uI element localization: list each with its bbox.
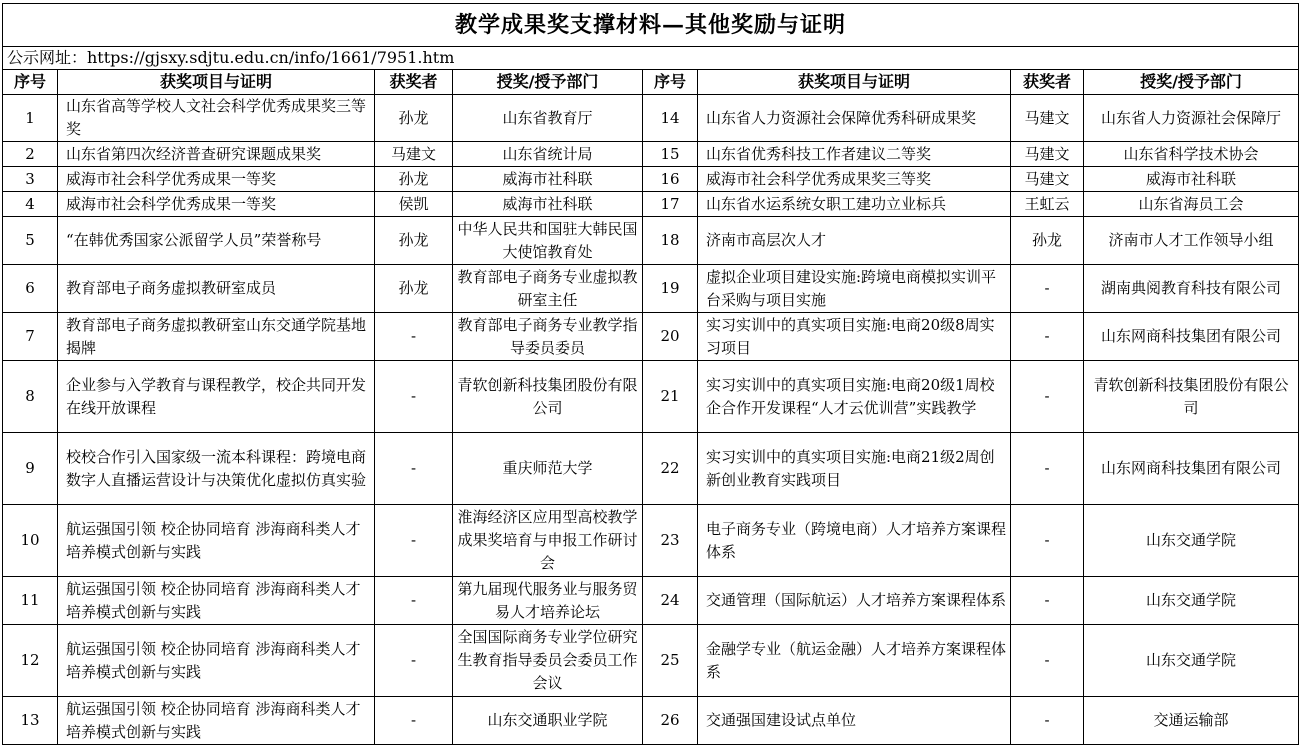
winner: - [1011,361,1084,433]
row-no: 21 [643,361,698,433]
header-dept-left: 授奖/授予部门 [453,70,643,95]
award-dept: 山东交通职业学院 [453,697,643,745]
award-item: “在韩优秀国家公派留学人员”荣誉称号 [58,217,375,265]
row-no: 2 [3,142,58,167]
award-dept: 青软创新科技集团股份有限公司 [453,361,643,433]
table-row [3,625,1299,697]
award-item: 企业参与入学教育与课程教学，校企共同开发在线开放课程 [58,361,375,433]
award-item: 航运强国引领 校企协同培育 涉海商科类人才培养模式创新与实践 [58,625,375,697]
award-item: 电子商务专业（跨境电商）人才培养方案课程体系 [698,505,1011,577]
row-no: 15 [643,142,698,167]
winner: - [375,697,453,745]
award-item: 山东省高等学校人文社会科学优秀成果奖三等奖 [58,95,375,142]
winner: 孙龙 [375,167,453,192]
row-no: 5 [3,217,58,265]
award-dept: 重庆师范大学 [453,433,643,505]
header-winner-right: 获奖者 [1011,70,1084,95]
header-item-right: 获奖项目与证明 [698,70,1011,95]
award-dept: 山东省统计局 [453,142,643,167]
winner: - [1011,625,1084,697]
document [2,3,1298,745]
row-no: 7 [3,313,58,361]
award-item: 虚拟企业项目建设实施:跨境电商模拟实训平台采购与项目实施 [698,265,1011,313]
winner: 孙龙 [1011,217,1084,265]
award-item: 航运强国引领 校企协同培育 涉海商科类人才培养模式创新与实践 [58,697,375,745]
row-no: 8 [3,361,58,433]
row-no: 6 [3,265,58,313]
award-dept: 山东交通学院 [1084,577,1299,625]
winner: - [375,625,453,697]
table-row [3,313,1299,361]
table-row [3,265,1299,313]
award-dept: 山东省人力资源社会保障厅 [1084,95,1299,142]
header-no-left: 序号 [3,70,58,95]
winner: - [375,505,453,577]
award-dept: 全国国际商务专业学位研究生教育指导委员会委员工作会议 [453,625,643,697]
award-item: 航运强国引领 校企协同培育 涉海商科类人才培养模式创新与实践 [58,577,375,625]
table-row [3,697,1299,745]
row-no: 20 [643,313,698,361]
table-row [3,361,1299,433]
row-no: 24 [643,577,698,625]
winner: - [1011,577,1084,625]
header-winner-left: 获奖者 [375,70,453,95]
award-dept: 威海市社科联 [453,167,643,192]
row-no: 12 [3,625,58,697]
row-no: 9 [3,433,58,505]
award-item: 威海市社会科学优秀成果一等奖 [58,192,375,217]
winner: - [1011,433,1084,505]
award-item: 实习实训中的真实项目实施:电商20级8周实习项目 [698,313,1011,361]
row-no: 22 [643,433,698,505]
winner: 王虹云 [1011,192,1084,217]
award-item: 山东省人力资源社会保障优秀科研成果奖 [698,95,1011,142]
award-dept: 济南市人才工作领导小组 [1084,217,1299,265]
award-item: 教育部电子商务虚拟教研室成员 [58,265,375,313]
winner: 马建文 [1011,142,1084,167]
table-row [3,217,1299,265]
row-no: 26 [643,697,698,745]
row-no: 16 [643,167,698,192]
award-item: 金融学专业（航运金融）人才培养方案课程体系 [698,625,1011,697]
winner: 孙龙 [375,217,453,265]
winner: - [375,361,453,433]
winner: - [375,313,453,361]
award-item: 教育部电子商务虚拟教研室山东交通学院基地揭牌 [58,313,375,361]
winner: 侯凯 [375,192,453,217]
award-dept: 山东交通学院 [1084,505,1299,577]
award-dept: 教育部电子商务专业虚拟教研室主任 [453,265,643,313]
award-dept: 威海市社科联 [453,192,643,217]
row-no: 1 [3,95,58,142]
award-item: 威海市社会科学优秀成果一等奖 [58,167,375,192]
award-dept: 第九届现代服务业与服务贸易人才培养论坛 [453,577,643,625]
award-item: 实习实训中的真实项目实施:电商20级1周校企合作开发课程“人才云优训营”实践教学 [698,361,1011,433]
winner: - [375,577,453,625]
award-dept: 青软创新科技集团股份有限公司 [1084,361,1299,433]
table-row [3,95,1299,142]
table-row [3,167,1299,192]
table-row [3,505,1299,577]
award-item: 校校合作引入国家级一流本科课程：跨境电商数字人直播运营设计与决策优化虚拟仿真实验 [58,433,375,505]
row-no: 13 [3,697,58,745]
row-no: 11 [3,577,58,625]
award-item: 交通强国建设试点单位 [698,697,1011,745]
winner: - [1011,265,1084,313]
award-dept: 教育部电子商务专业教学指导委员委员 [453,313,643,361]
row-no: 14 [643,95,698,142]
award-dept: 山东省教育厅 [453,95,643,142]
row-no: 19 [643,265,698,313]
award-dept: 山东省科学技术协会 [1084,142,1299,167]
winner: - [375,433,453,505]
award-dept: 山东交通学院 [1084,625,1299,697]
table-row [3,192,1299,217]
row-no: 4 [3,192,58,217]
winner: 马建文 [1011,95,1084,142]
winner: - [1011,697,1084,745]
table-row [3,433,1299,505]
winner: - [1011,313,1084,361]
award-dept: 交通运输部 [1084,697,1299,745]
row-no: 3 [3,167,58,192]
winner: 马建文 [1011,167,1084,192]
row-no: 10 [3,505,58,577]
row-no: 25 [643,625,698,697]
winner: 孙龙 [375,265,453,313]
award-dept: 湖南典阅教育科技有限公司 [1084,265,1299,313]
row-no: 17 [643,192,698,217]
table-row [3,577,1299,625]
award-item: 交通管理（国际航运）人才培养方案课程体系 [698,577,1011,625]
award-dept: 威海市社科联 [1084,167,1299,192]
award-item: 山东省优秀科技工作者建议二等奖 [698,142,1011,167]
winner: - [1011,505,1084,577]
table-row [3,142,1299,167]
header-dept-right: 授奖/授予部门 [1084,70,1299,95]
winner: 马建文 [375,142,453,167]
row-no: 23 [643,505,698,577]
award-item: 实习实训中的真实项目实施:电商21级2周创新创业教育实践项目 [698,433,1011,505]
row-no: 18 [643,217,698,265]
header-item-left: 获奖项目与证明 [58,70,375,95]
header-row [3,70,1299,95]
award-item: 山东省第四次经济普查研究课题成果奖 [58,142,375,167]
award-item: 航运强国引领 校企协同培育 涉海商科类人才培养模式创新与实践 [58,505,375,577]
award-dept: 淮海经济区应用型高校教学成果奖培育与申报工作研讨会 [453,505,643,577]
winner: 孙龙 [375,95,453,142]
award-dept: 山东网商科技集团有限公司 [1084,433,1299,505]
award-dept: 中华人民共和国驻大韩民国大使馆教育处 [453,217,643,265]
award-dept: 山东省海员工会 [1084,192,1299,217]
page-title: 教学成果奖支撑材料—其他奖励与证明 [3,4,1299,47]
award-item: 济南市高层次人才 [698,217,1011,265]
award-item: 山东省水运系统女职工建功立业标兵 [698,192,1011,217]
award-dept: 山东网商科技集团有限公司 [1084,313,1299,361]
header-no-right: 序号 [643,70,698,95]
award-item: 威海市社会科学优秀成果奖三等奖 [698,167,1011,192]
awards-table [2,3,1299,745]
url-line: 公示网址：https://gjsxy.sdjtu.edu.cn/info/1661/7951.htm [3,47,1299,70]
